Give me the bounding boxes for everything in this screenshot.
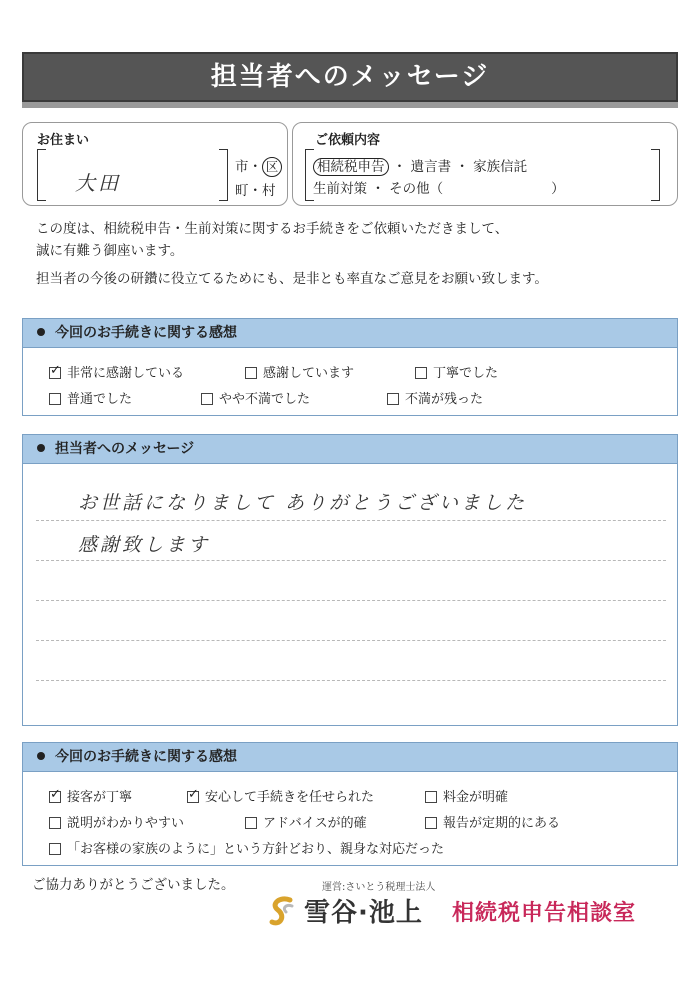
bullet-icon	[37, 328, 45, 336]
message-text-line-2: 感謝致します	[78, 534, 211, 556]
intro-line-1: この度は、相続税申告・生前対策に関するお手続きをご依頼いただきまして、	[36, 221, 509, 237]
checkbox[interactable]	[245, 817, 257, 829]
s3-option-accurate-advice[interactable]: アドバイスが的確	[245, 812, 367, 831]
s3-option-polite-service[interactable]: ✓接客が丁寧	[49, 786, 132, 805]
address-box	[22, 122, 288, 206]
s1-option-slightly-dissatisfied[interactable]: やや不満でした	[201, 388, 310, 407]
s3-option-clear-fees[interactable]: 料金が明確	[425, 786, 508, 805]
checkbox[interactable]	[49, 791, 61, 803]
ward-circled: 区	[262, 157, 282, 177]
checkbox[interactable]	[415, 367, 427, 379]
checkbox[interactable]	[49, 393, 61, 405]
checkbox[interactable]	[49, 843, 61, 855]
address-value: 大田	[75, 171, 121, 195]
message-rule	[36, 640, 666, 641]
request-row2: 生前対策 ・ その他（ ）	[313, 181, 565, 197]
operator-text: 運営:さいとう税理士法人	[322, 882, 436, 893]
checkbox[interactable]	[425, 791, 437, 803]
checkbox[interactable]	[49, 817, 61, 829]
s1-option-dissatisfied[interactable]: 不満が残った	[387, 388, 483, 407]
request-row1-rest: ・ 遺言書 ・ 家族信託	[392, 159, 528, 175]
section2-header	[22, 434, 678, 464]
logo-sub-text: 相続税申告相談室	[452, 901, 637, 926]
section1-body	[22, 348, 678, 416]
section1-title: 今回のお手続きに関する感想	[55, 325, 237, 341]
s3-option-peace-of-mind[interactable]: ✓ 安心して手続きを任せられた	[187, 786, 374, 805]
section3-body	[22, 772, 678, 866]
address-label: お住まい	[37, 133, 90, 148]
section3-header	[22, 742, 678, 772]
intro-line-3: 担当者の今後の研鑽に役立てるためにも、是非とも率直なご意見をお願い致します。	[36, 271, 548, 287]
request-bracket-right	[651, 149, 660, 201]
checkbox[interactable]	[387, 393, 399, 405]
checkbox[interactable]	[245, 367, 257, 379]
message-rule	[36, 600, 666, 601]
section1-header	[22, 318, 678, 348]
checkbox[interactable]	[425, 817, 437, 829]
address-options-row2: 町・村	[235, 183, 276, 199]
request-selected-circled: 相続税申告	[313, 158, 389, 176]
s3-option-regular-reports[interactable]: 報告が定期的にある	[425, 812, 560, 831]
checkbox[interactable]	[49, 367, 61, 379]
message-rule	[36, 520, 666, 521]
logo-mark-icon	[266, 894, 300, 928]
section2-title: 担当者へのメッセージ	[55, 441, 195, 457]
s1-option-normal[interactable]: 普通でした	[49, 388, 132, 407]
s1-option-polite[interactable]: 丁寧でした	[415, 362, 498, 381]
title-underline	[22, 102, 678, 108]
intro-line-2: 誠に有難う御座います。	[36, 243, 184, 259]
thanks-text: ご協力ありがとうございました。	[32, 877, 235, 893]
message-rule	[36, 680, 666, 681]
request-box	[292, 122, 678, 206]
address-bracket-left	[37, 149, 46, 201]
section3-title: 今回のお手続きに関する感想	[55, 749, 237, 765]
logo-main-text: 雪谷·池上	[304, 898, 423, 928]
message-text-line-1: お世話になりまして ありがとうございました	[78, 492, 528, 514]
message-rule	[36, 560, 666, 561]
bullet-icon	[37, 444, 45, 452]
s3-option-family-like[interactable]: 「お客様の家族のように」という方針どおり、親身な対応だった	[49, 838, 444, 857]
checkbox[interactable]	[201, 393, 213, 405]
s1-option-grateful[interactable]: 感謝しています	[245, 362, 354, 381]
address-bracket-right	[219, 149, 228, 201]
bullet-icon	[37, 752, 45, 760]
page-title: 担当者へのメッセージ	[22, 52, 678, 102]
address-options-row1: 市・ 区	[235, 155, 282, 177]
request-row1	[313, 155, 527, 175]
s3-option-clear-explanation[interactable]: 説明がわかりやすい	[49, 812, 184, 831]
checkbox[interactable]	[187, 791, 199, 803]
s1-option-very-grateful[interactable]: ✓非常に感謝している	[49, 362, 184, 381]
request-label: ご依頼内容	[315, 133, 381, 148]
